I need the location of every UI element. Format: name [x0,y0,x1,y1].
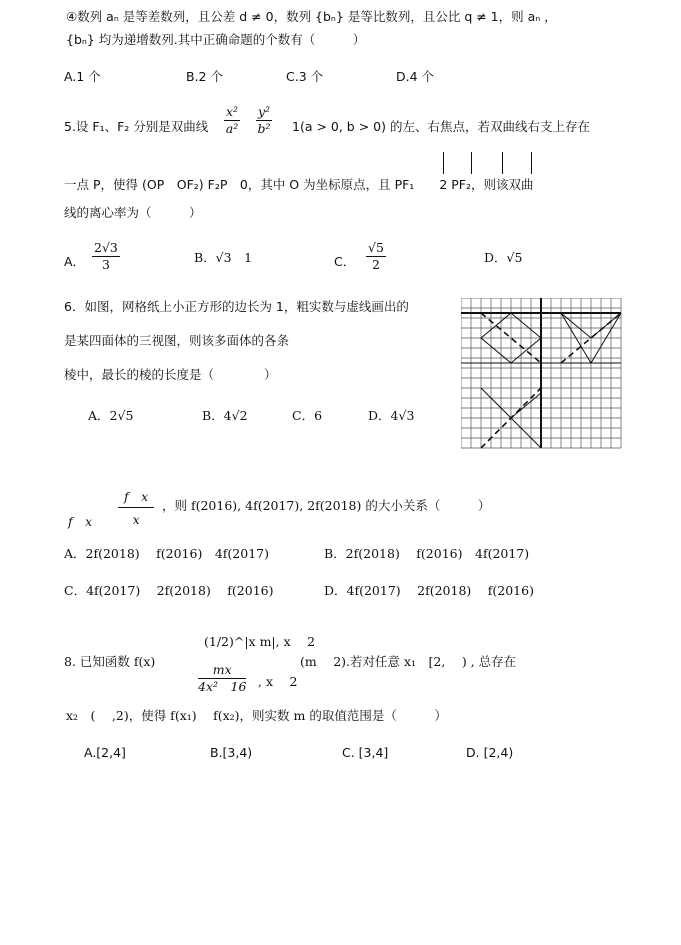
q5-line3: 线的离心率为（ ） [64,205,202,220]
q8-post: (m 2).若对任意 x₁ [2, ) , 总存在 [300,654,517,669]
q8-case1: (1/2)^|x m|, x 2 [204,634,316,649]
q4-line2: {bₙ} 均为递增数列.其中正确命题的个数有（ ） [66,32,366,47]
q5-line1-post: 1(a > 0, b > 0) 的左、右焦点，若双曲线右支上存在 [292,119,590,134]
q8-pre: 8. 已知函数 f(x) [64,654,156,669]
q6-line2: 是某四面体的三视图，则该多面体的各条 [64,333,290,348]
q5-option-a-frac [92,242,120,271]
q5-option-c-den: 2 [371,256,380,272]
q6-line3: 棱中，最长的棱的长度是（ ） [64,367,277,382]
q4-option-b: B.2 个 [186,69,223,84]
q5-frac1-num: x² [226,104,239,119]
q5-option-c-frac [366,242,386,271]
q5-line1-pre: 5.设 F₁、F₂ 分别是双曲线 [64,119,209,134]
q8-case2-frac [198,664,246,693]
q8-option-b: B.[3,4) [210,745,253,760]
q5-option-a-label: A． [64,254,86,269]
abs-bar-left-2 [502,152,503,174]
q5-line2: 一点 P，使得 (OP OF₂) F₂P 0，其中 O 为坐标原点，且 PF₁ 2 PF₂，则该双曲 [64,177,534,192]
q7-option-a: A．2f(2018) f(2016) 4f(2017) [64,546,269,561]
q6-option-a: A．2√5 [88,408,134,423]
q4-option-c: C.3 个 [286,69,324,84]
q4-option-d: D.4 个 [396,69,435,84]
q6-option-d: D．4√3 [368,408,415,423]
q8-case2-den: 4x² 16 [198,678,247,694]
top-view-edge-2 [511,393,541,418]
q8-option-d: D. [2,4) [466,745,514,760]
q5-frac1-den: a² [225,120,239,136]
q4-option-a: A.1 个 [64,69,101,84]
abs-bar-right-1 [471,152,472,174]
q8-case2-cond: , x 2 [258,674,298,689]
q7-option-d: D．4f(2017) 2f(2018) f(2016) [324,583,534,598]
q5-option-c-label: C． [334,254,356,269]
q6-line1: 6．如图，网格纸上小正方形的边长为 1，粗实数与虚线画出的 [64,299,409,314]
abs-bar-right-2 [531,152,532,174]
q6-option-b: B．4√2 [202,408,248,423]
q5-option-a-den: 3 [101,256,110,272]
top-view-edge-3 [511,418,541,448]
q7-frac [118,491,154,526]
q8-option-c: C. [3,4] [342,745,389,760]
three-view-grid-figure [461,298,623,450]
q7-frac-den: x [132,511,140,527]
q7-option-b: B．2f(2018) f(2016) 4f(2017) [324,546,530,561]
q7-frac-num: f x [118,491,154,508]
q4-line1: ④数列 aₙ 是等差数列，且公差 d ≠ 0，数列 {bₙ} 是等比数列，且公比 q ≠ 1，则 aₙ ， [66,9,557,24]
q5-option-d: D．√5 [484,250,523,265]
top-view-edge-1 [481,388,511,418]
q5-option-c-num: √5 [368,240,384,255]
q8-option-a: A.[2,4] [84,745,126,760]
q5-option-b: B．√3 1 [194,250,253,265]
q7-stem: ，则 f(2016), 4f(2017), 2f(2018) 的大小关系（ ） [162,498,491,513]
q8-case2-num: mx [198,664,246,679]
abs-bar-left-1 [443,152,444,174]
q7-option-c: C．4f(2017) 2f(2018) f(2016) [64,583,274,598]
q8-line2: x₂ ( ,2)，使得 f(x₁) f(x₂)，则实数 m 的取值范围是（ ） [66,708,447,723]
q5-frac-x2-a2 [224,106,240,135]
q5-option-a-num: 2√3 [94,240,118,255]
q5-frac-y2-b2 [256,106,272,135]
q5-frac2-den: b² [257,120,271,136]
q5-frac2-num: y² [258,104,271,119]
q7-lhs: f x [68,514,93,529]
q6-option-c: C．6 [292,408,323,423]
